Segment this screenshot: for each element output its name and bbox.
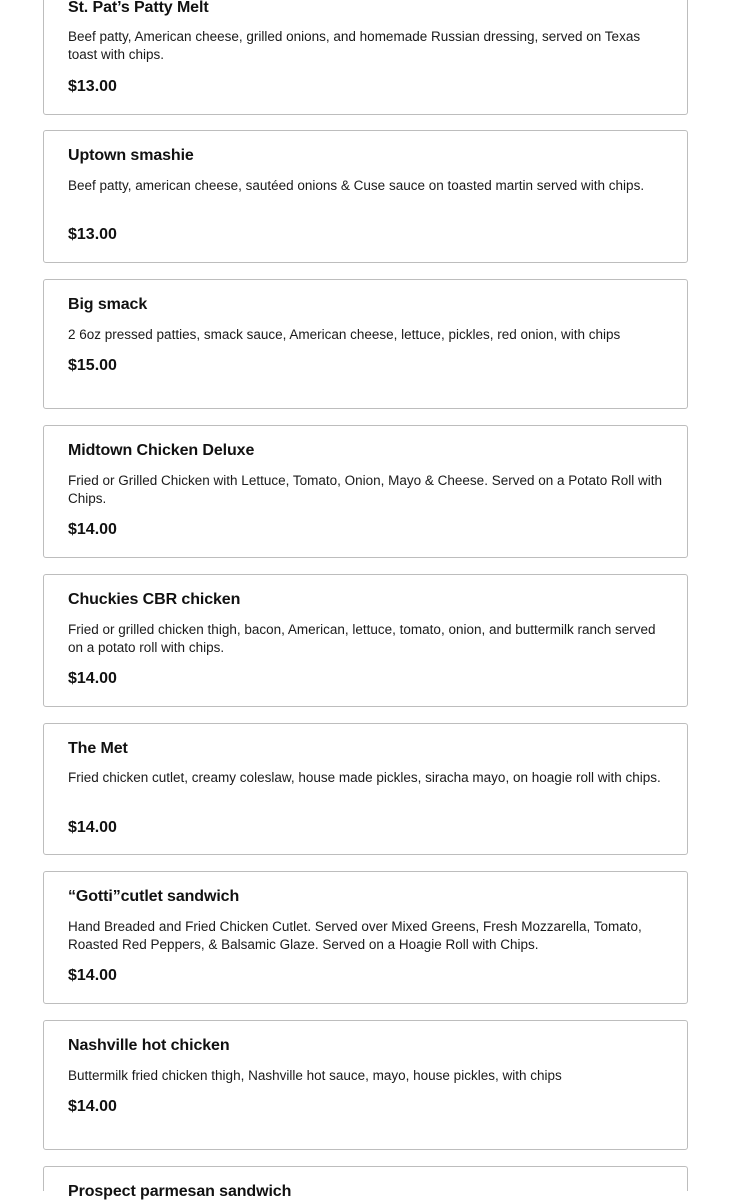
menu-item-name: Big smack <box>68 296 148 313</box>
menu-item-name: Midtown Chicken Deluxe <box>68 442 255 459</box>
menu-item-name: Nashville hot chicken <box>68 1037 230 1054</box>
menu-item-name: “Gotti”cutlet sandwich <box>68 888 240 905</box>
menu-item-card[interactable] <box>43 871 688 1004</box>
menu-item-price: $14.00 <box>68 819 117 836</box>
menu-item-description: Hand Breaded and Fried Chicken Cutlet. Served over Mixed Greens, Fresh Mozzarella, Tomato, Roasted Red Peppers, & Balsamic Glaze. Served on a Hoagie Roll with Chips. <box>68 919 642 952</box>
menu-item-card[interactable] <box>43 130 688 263</box>
menu-item-card[interactable] <box>43 0 688 115</box>
menu-item-description: Beef patty, American cheese, grilled onions, and homemade Russian dressing, served on Texas toast with chips. <box>68 29 641 62</box>
menu-item-name: The Met <box>68 740 128 757</box>
menu-item-name: Chuckies CBR chicken <box>68 591 241 608</box>
menu-item-description: Fried chicken cutlet, creamy coleslaw, house made pickles, siracha mayo, on hoagie roll with chips. <box>68 770 661 785</box>
menu-item-price: $13.00 <box>68 226 117 243</box>
menu-item-card[interactable] <box>43 1020 688 1150</box>
menu-item-description: Buttermilk fried chicken thigh, Nashville hot sauce, mayo, house pickles, with chips <box>68 1068 562 1083</box>
menu-item-description: Fried or grilled chicken thigh, bacon, American, lettuce, tomato, onion, and buttermilk ranch served on a potato roll with chips. <box>68 622 656 655</box>
menu-item-description: Fried or Grilled Chicken with Lettuce, Tomato, Onion, Mayo & Cheese. Served on a Potato Roll with Chips. <box>68 473 663 506</box>
menu-item-description: 2 6oz pressed patties, smack sauce, American cheese, lettuce, pickles, red onion, with chips <box>68 327 621 342</box>
menu-item-name: St. Pat’s Patty Melt <box>68 0 209 16</box>
menu-item-card[interactable] <box>43 723 688 855</box>
menu-item-price: $14.00 <box>68 670 117 687</box>
menu-item-price: $14.00 <box>68 967 117 984</box>
menu-item-card[interactable] <box>43 279 688 409</box>
menu-item-card[interactable] <box>43 425 688 558</box>
menu-item-price: $14.00 <box>68 1098 117 1115</box>
menu-item-card[interactable] <box>43 1166 688 1200</box>
menu-item-description: Beef patty, american cheese, sautéed onions & Cuse sauce on toasted martin served with chips. <box>68 178 645 193</box>
menu-item-card[interactable] <box>43 574 688 707</box>
menu-item-name: Uptown smashie <box>68 147 194 164</box>
menu-item-price: $14.00 <box>68 521 117 538</box>
menu-item-price: $15.00 <box>68 357 117 374</box>
menu-item-price: $13.00 <box>68 78 117 95</box>
menu-item-name: Prospect parmesan sandwich <box>68 1183 292 1200</box>
